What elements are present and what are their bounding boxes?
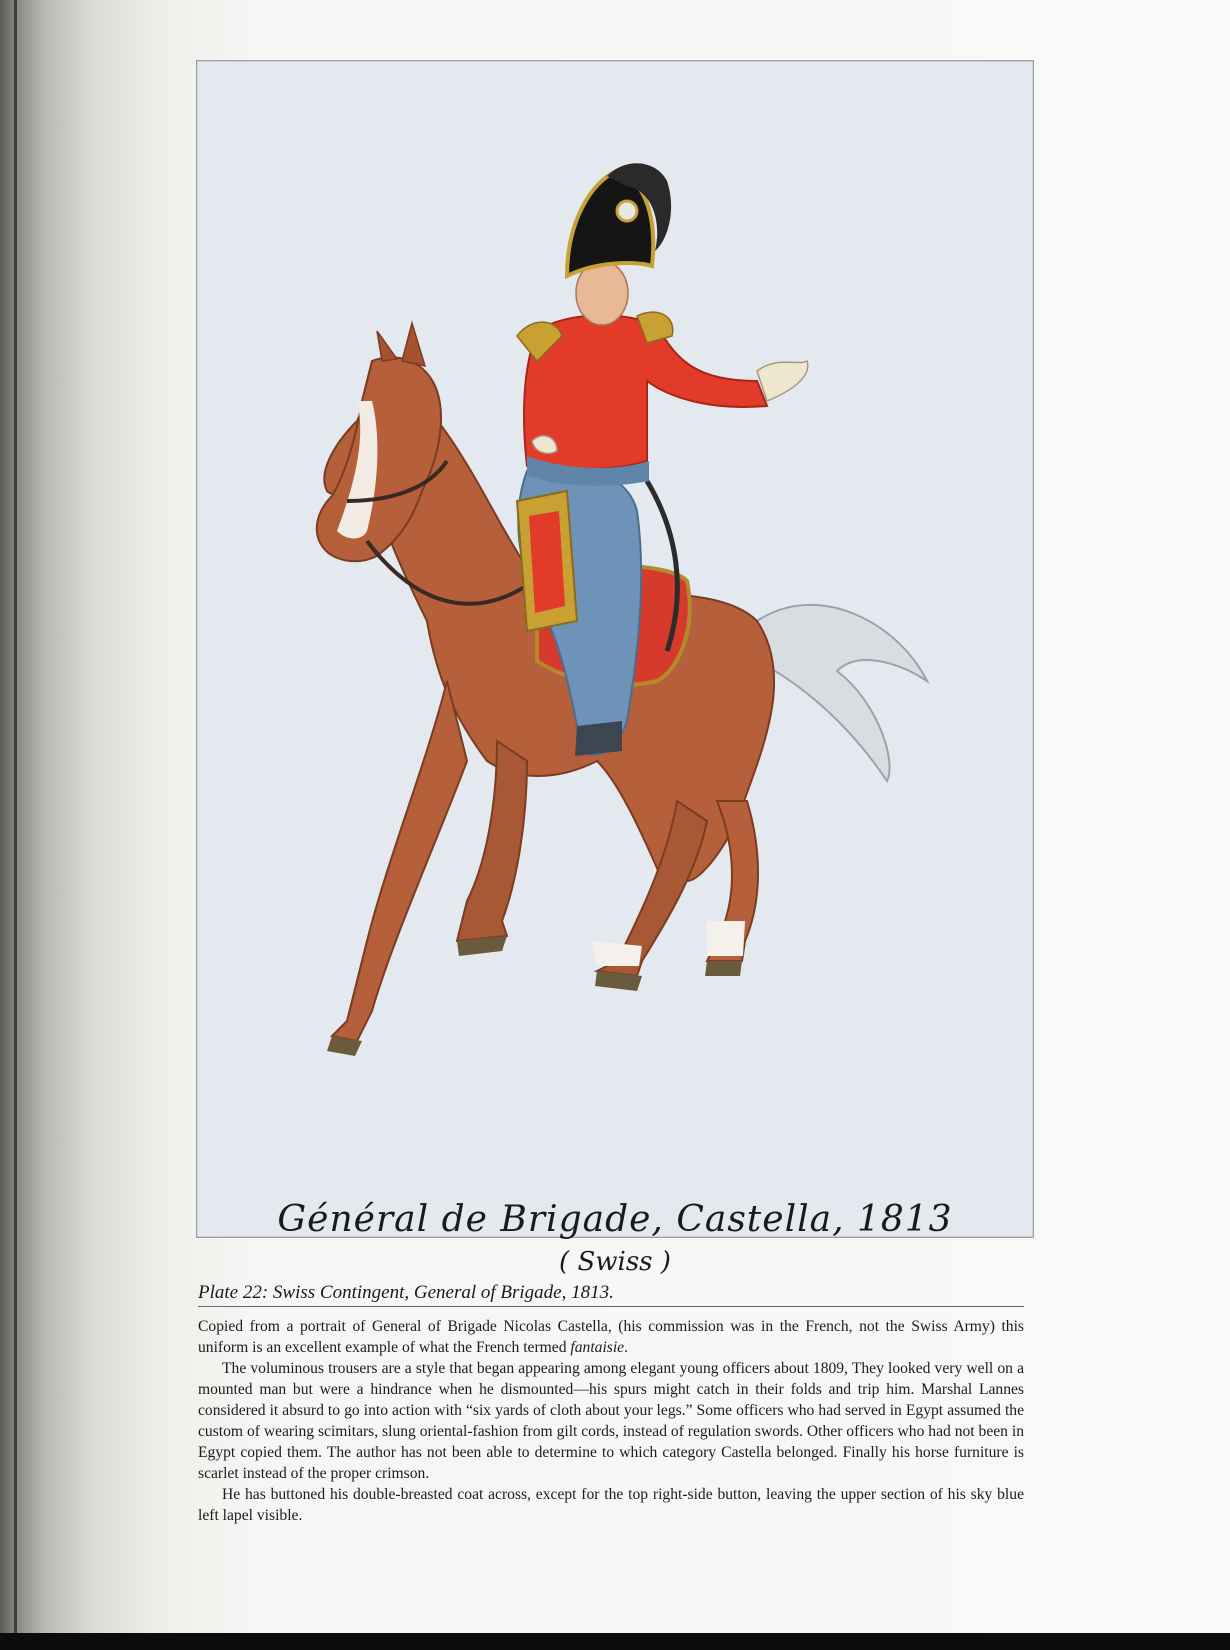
body-text [198,1316,1024,1526]
hat-cockade [617,201,637,221]
scan-bottom-edge [0,1633,1230,1650]
horse-front-leg-left [332,681,467,1041]
rider-boot [575,721,622,756]
paragraph-2: The voluminous trousers are a style that began appearing among elegant young officers about 1809, They looked very well on a mounted man but were a hindrance when he dismounted—his spurs might catch in their folds and trip him. Marshal Lannes considered it absurd to go into action with “six yards of cloth about your legs.” Some officers who had served in Egypt assumed the custom of wearing scimitars, slung oriental-fashion from gilt cords, instead of regulation swords. Other officers who had not been in Egypt copied them. The author has not been able to determine to which category Castella belonged. Finally his horse furniture is scarlet instead of the proper crimson. [198,1360,1024,1482]
book-gutter [14,0,17,1650]
paragraph-1-text: Copied from a portrait of General of Brigade Nicolas Castella, (his commission was in the French, not the Swiss Army) this uniform is an excellent example of what the French termed [198,1318,1024,1356]
mounted-general-illustration [197,61,1033,1237]
paragraph-1-end: . [624,1339,629,1356]
illustration-plate [196,60,1034,1277]
paragraph-1-emphasis: fantaisie [570,1339,625,1356]
plate-caption: Plate 22: Swiss Contingent, General of Brigade, 1813. [198,1282,1024,1307]
paragraph-3: He has buttoned his double-breasted coat across, except for the top right-side button, leaving the upper section of his sky blue left lapel visible. [198,1486,1024,1524]
horse-tail [757,605,927,781]
paragraph-1 [198,1316,1024,1358]
horse-front-leg-right [457,741,527,941]
plate-subtitle: ( Swiss ) [559,1247,671,1277]
plate-title: Général de Brigade, Castella, 1813 [277,1199,953,1240]
